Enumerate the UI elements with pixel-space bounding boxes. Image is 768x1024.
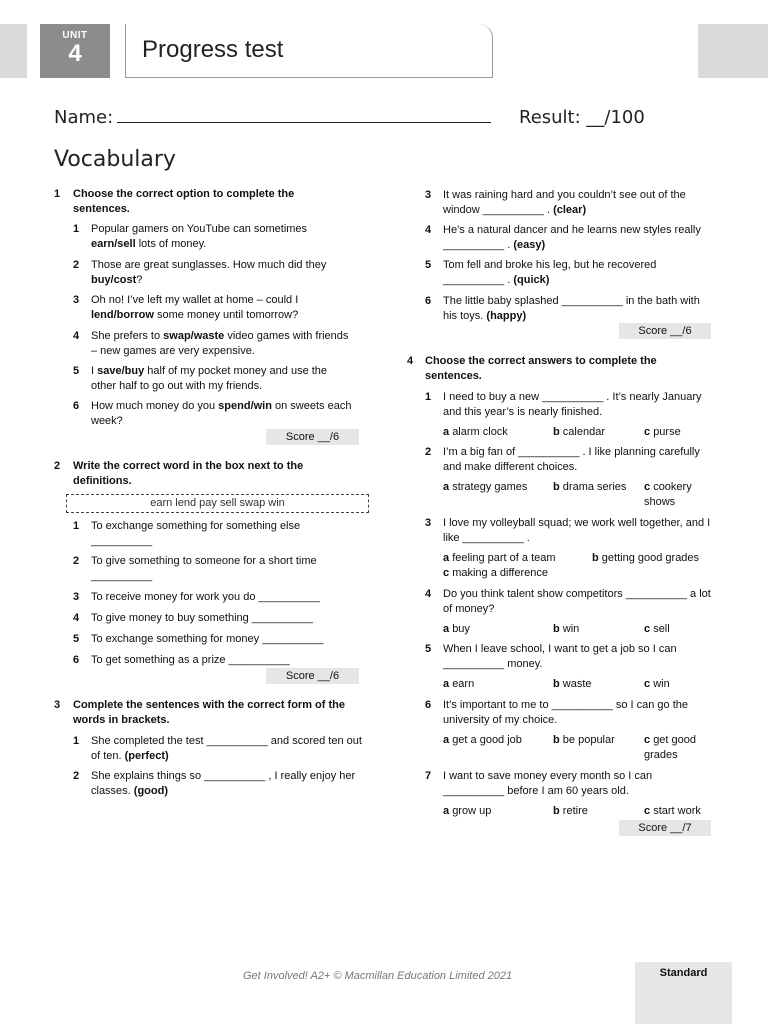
result-field: Result: __/100 xyxy=(519,107,645,128)
name-label: Name: xyxy=(54,107,114,128)
question-instruction: Choose the correct option to complete the sentences. xyxy=(73,188,295,215)
name-line xyxy=(117,108,491,123)
option-a[interactable]: a get a good job xyxy=(443,734,522,746)
right-edge-tab xyxy=(698,24,768,78)
option-choice[interactable]: buy/cost xyxy=(91,274,137,286)
question-instruction: Complete the sentences with the correct form of the words in brackets. xyxy=(73,699,345,726)
definition-text: To exchange something for something else __________ xyxy=(91,520,301,547)
option-choice[interactable]: spend/win xyxy=(218,400,272,412)
unit-badge xyxy=(40,24,110,78)
definition-text: To receive money for work you do __________ xyxy=(91,591,320,603)
level-label: Standard xyxy=(659,967,708,979)
score-box: Score __/7 xyxy=(619,820,711,836)
level-badge xyxy=(635,962,732,1024)
question-instruction: Choose the correct answers to complete the sentences. xyxy=(425,355,657,382)
option-choice[interactable]: swap/waste xyxy=(163,330,225,342)
question-2 xyxy=(54,459,354,489)
option-a[interactable]: a buy xyxy=(443,623,470,635)
question-number: 3 xyxy=(54,699,61,711)
option-c[interactable]: c making a difference xyxy=(443,567,548,579)
option-c[interactable]: c purse xyxy=(644,426,681,438)
question-number: 1 xyxy=(54,188,61,200)
question-instruction: Write the correct word in the box next to the definitions. xyxy=(73,460,304,487)
question-1 xyxy=(54,187,354,217)
option-c[interactable]: c get good grades xyxy=(644,734,697,761)
answer-options xyxy=(443,733,723,763)
unit-number: 4 xyxy=(68,40,82,67)
option-c[interactable]: c start work xyxy=(644,805,701,817)
option-a[interactable]: a strategy games xyxy=(443,481,528,493)
question-4 xyxy=(407,354,707,384)
option-c[interactable]: c win xyxy=(644,678,670,690)
answer-options xyxy=(443,551,723,581)
definition-text: To give something to someone for a short time __________ xyxy=(91,555,317,582)
option-choice[interactable]: earn/sell xyxy=(91,238,136,250)
option-b[interactable]: b retire xyxy=(553,805,588,817)
option-a[interactable]: a earn xyxy=(443,678,475,690)
answer-options xyxy=(443,622,723,637)
answer-options xyxy=(443,425,723,440)
option-a[interactable]: a feeling part of a team xyxy=(443,552,556,564)
option-choice[interactable]: lend/borrow xyxy=(91,309,154,321)
question-number: 4 xyxy=(407,355,414,367)
footer-credit: Get Involved! A2+ © Macmillan Education Limited 2021 xyxy=(243,970,513,982)
question-3 xyxy=(54,698,364,728)
option-b[interactable]: b calendar xyxy=(553,426,605,438)
section-title: Vocabulary xyxy=(54,147,176,172)
option-b[interactable]: b drama series xyxy=(553,481,627,493)
option-b[interactable]: b getting good grades xyxy=(592,552,700,564)
score-box: Score __/6 xyxy=(619,323,711,339)
option-b[interactable]: b be popular xyxy=(553,734,615,746)
answer-options xyxy=(443,677,723,692)
answer-options xyxy=(443,804,723,819)
option-a[interactable]: a alarm clock xyxy=(443,426,508,438)
definition-text: To get something as a prize __________ xyxy=(91,654,290,666)
option-a[interactable]: a grow up xyxy=(443,805,492,817)
page-title: Progress test xyxy=(125,24,493,78)
option-choice[interactable]: save/buy xyxy=(97,365,145,377)
word-box: earn lend pay sell swap win xyxy=(66,494,369,513)
definition-text: To give money to buy something __________ xyxy=(91,612,313,624)
option-c[interactable]: c cookery shows xyxy=(644,481,692,508)
name-field[interactable] xyxy=(54,107,491,128)
unit-label: UNIT xyxy=(62,30,88,41)
answer-options xyxy=(443,480,723,510)
left-edge-tab xyxy=(0,24,27,78)
option-b[interactable]: b win xyxy=(553,623,580,635)
option-b[interactable]: b waste xyxy=(553,678,592,690)
option-c[interactable]: c sell xyxy=(644,623,670,635)
score-box: Score __/6 xyxy=(266,429,359,445)
definition-text: To exchange something for money __________ xyxy=(91,633,324,645)
score-box: Score __/6 xyxy=(266,668,359,684)
question-number: 2 xyxy=(54,460,61,472)
